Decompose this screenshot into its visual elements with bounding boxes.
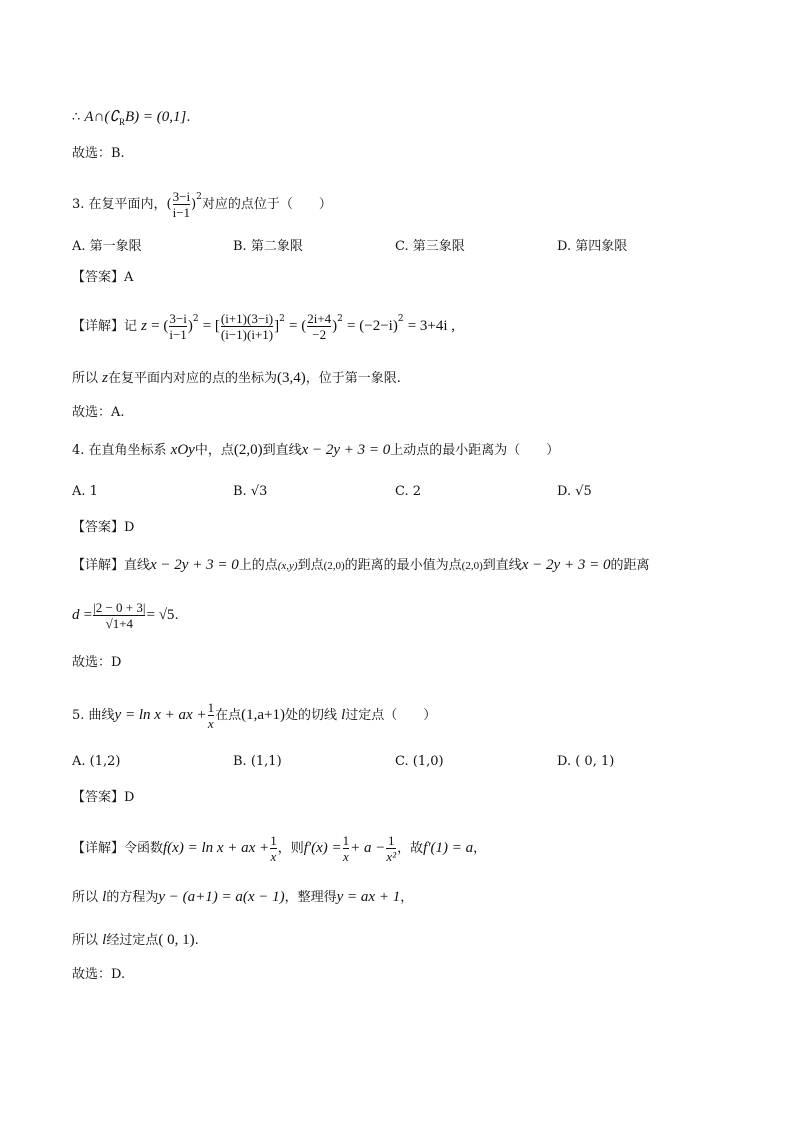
q5-answer: 【答案】D bbox=[72, 790, 135, 805]
fraction bbox=[270, 833, 277, 864]
therefore-symbol: ∴ bbox=[72, 110, 85, 125]
complement-subscript: R bbox=[118, 117, 125, 127]
answer-choice-line: 故选：B. bbox=[72, 146, 125, 161]
text: 所以 bbox=[72, 371, 103, 386]
function: f(x) = ln x + ax + bbox=[163, 840, 270, 856]
point: (2,0) bbox=[461, 560, 483, 572]
text: 的方程为 bbox=[106, 890, 159, 905]
question-3-stem: 3. 在复平面内，( bbox=[72, 197, 172, 212]
period: . bbox=[194, 933, 199, 948]
q5-solution bbox=[72, 833, 486, 864]
text: 的距离 bbox=[610, 558, 650, 573]
q4-solution bbox=[72, 556, 649, 575]
denominator: i−1 bbox=[169, 327, 187, 342]
equation: y = ax + 1 bbox=[336, 889, 401, 905]
numerator: (i+1)(3−i) bbox=[220, 311, 274, 326]
variable-d: d bbox=[72, 607, 80, 623]
point: (x,y) bbox=[277, 560, 298, 572]
fraction bbox=[169, 311, 186, 342]
text: 处的切线 bbox=[284, 708, 342, 723]
expression: = (−2−i) bbox=[347, 318, 398, 334]
text: 到点 bbox=[297, 558, 324, 573]
denominator: x bbox=[343, 849, 349, 864]
text: ，则 bbox=[277, 841, 304, 856]
text: 上的点 bbox=[238, 558, 278, 573]
q5-end: 故选：D. bbox=[72, 967, 126, 982]
paren: ) bbox=[187, 318, 193, 334]
variable-l: l bbox=[341, 707, 346, 723]
question-3: 3. 在复平面内，( $\frac{3-i}{i-1}$ )$^2$对应的点位于（ ） bbox=[72, 189, 332, 220]
text: 5. 曲线 bbox=[72, 708, 115, 723]
q4-option-a: A. 1 bbox=[72, 484, 98, 499]
fraction bbox=[343, 833, 350, 864]
exponent: 2 bbox=[196, 192, 202, 202]
text: 到直线 bbox=[262, 443, 302, 458]
fraction bbox=[386, 833, 396, 864]
numerator: 1 bbox=[207, 700, 215, 715]
text: ， bbox=[473, 841, 487, 856]
result: f′(1) = a bbox=[423, 840, 474, 856]
exponent: 2 bbox=[337, 314, 343, 324]
q4-answer: 【答案】D bbox=[72, 520, 135, 535]
function: y = ln x + ax + bbox=[114, 707, 207, 723]
solution-label: 【详解】记 bbox=[72, 319, 138, 334]
set-expression: A∩(∁ bbox=[84, 109, 119, 125]
variable-l: l bbox=[102, 932, 107, 948]
text: 所以 bbox=[72, 933, 103, 948]
text: 上动点的最小距离为（ ） bbox=[390, 443, 560, 458]
exponent: 2 bbox=[397, 314, 404, 324]
q5-line-equation bbox=[72, 888, 413, 907]
q4-end: 故选：D bbox=[72, 655, 122, 670]
text: 的距离的最小值为点 bbox=[344, 558, 462, 573]
expression: + a − bbox=[350, 840, 386, 856]
equation: y − (a+1) = a(x − 1) bbox=[158, 889, 285, 905]
text: 过定点（ ） bbox=[345, 708, 437, 723]
q3-coordinate-line bbox=[72, 369, 401, 388]
text: ，故 bbox=[397, 841, 424, 856]
q3-solution bbox=[72, 310, 455, 342]
paren: ) bbox=[332, 318, 338, 334]
numerator: |2 − 0 + 3| bbox=[93, 600, 146, 615]
numerator: 1 bbox=[388, 833, 395, 848]
coordinate-system: xOy bbox=[170, 442, 195, 458]
question-4 bbox=[72, 441, 559, 460]
set-result: B) = (0,1] bbox=[124, 109, 187, 125]
denominator: x bbox=[270, 849, 277, 864]
period: . bbox=[186, 110, 191, 125]
variable-z: z bbox=[141, 318, 147, 334]
q3-option-d: D. 第四象限 bbox=[557, 239, 628, 254]
point: (2,0) bbox=[323, 560, 345, 572]
text: ， bbox=[400, 890, 414, 905]
text: 在点 bbox=[215, 708, 242, 723]
q4-distance-formula bbox=[72, 600, 179, 631]
q4-option-b: B. √3 bbox=[233, 484, 268, 499]
point: (1,a+1) bbox=[241, 707, 285, 723]
fraction bbox=[93, 600, 145, 631]
q5-option-b: B. (1,1) bbox=[233, 754, 282, 769]
text: 到直线 bbox=[482, 558, 522, 573]
exponent: 2 bbox=[192, 314, 199, 324]
denominator: x bbox=[207, 716, 214, 731]
text: ，位于第一象限. bbox=[305, 371, 401, 386]
solution-label: 【详解】令函数 bbox=[72, 841, 164, 856]
bracket: ] bbox=[274, 318, 280, 334]
equals: = ( bbox=[151, 318, 169, 334]
q5-option-a: A. (1,2) bbox=[72, 754, 121, 769]
text: 在复平面内对应的点的坐标为 bbox=[107, 371, 277, 386]
numerator: 1 bbox=[342, 833, 350, 848]
period: . bbox=[174, 608, 179, 623]
equals: = bbox=[83, 607, 93, 623]
text: 所以 bbox=[72, 890, 103, 905]
q5-option-c: C. (1,0) bbox=[395, 754, 444, 769]
conclusion-line bbox=[72, 108, 190, 131]
line-equation: x − 2y + 3 = 0 bbox=[521, 557, 611, 573]
equals: = [ bbox=[202, 318, 220, 334]
q4-option-d: D. √5 bbox=[557, 484, 592, 499]
text: 4. 在直角坐标系 bbox=[72, 443, 171, 458]
q5-option-d: D. ( 0, 1) bbox=[557, 754, 615, 769]
denominator: x² bbox=[386, 849, 397, 864]
fraction bbox=[221, 311, 273, 342]
point: (3,4) bbox=[277, 370, 306, 386]
equals: = ( bbox=[288, 318, 307, 334]
variable-l: l bbox=[102, 889, 107, 905]
result: = 3+4i , bbox=[407, 318, 456, 334]
numerator: 3−i bbox=[169, 311, 187, 326]
text: 经过定点 bbox=[106, 933, 159, 948]
denominator: √1+4 bbox=[93, 615, 145, 631]
text: 中，点 bbox=[194, 443, 234, 458]
numerator: 1 bbox=[270, 833, 277, 848]
point: ( 0, 1) bbox=[158, 932, 195, 948]
q4-option-c: C. 2 bbox=[395, 484, 422, 499]
derivative: f′(x) = bbox=[303, 840, 342, 856]
question-5 bbox=[72, 700, 436, 731]
text: ，整理得 bbox=[284, 890, 337, 905]
solution-label: 【详解】直线 bbox=[72, 558, 151, 573]
variable-z: z bbox=[102, 370, 108, 386]
q3-answer: 【答案】A bbox=[72, 270, 134, 285]
point: (2,0) bbox=[233, 442, 263, 458]
numerator: 3−i bbox=[172, 189, 191, 204]
denominator: −2 bbox=[307, 326, 331, 342]
fraction bbox=[173, 189, 190, 220]
q3-option-b: B. 第二象限 bbox=[233, 239, 303, 254]
line-equation: x − 2y + 3 = 0 bbox=[301, 442, 391, 458]
q3-option-c: C. 第三象限 bbox=[395, 239, 465, 254]
q3-end: 故选：A. bbox=[72, 405, 125, 420]
denominator: (i−1)(i+1) bbox=[220, 327, 274, 342]
exponent: 2 bbox=[279, 314, 285, 324]
line-equation: x − 2y + 3 = 0 bbox=[150, 557, 239, 573]
q3-option-a: A. 第一象限 bbox=[72, 239, 142, 254]
fraction bbox=[307, 311, 331, 342]
q5-fixed-point bbox=[72, 931, 199, 950]
numerator: 2i+4 bbox=[307, 311, 332, 326]
result: = √5 bbox=[146, 607, 175, 623]
fraction bbox=[208, 700, 215, 731]
denominator: i−1 bbox=[172, 205, 191, 220]
question-3-tail: 对应的点位于（ ） bbox=[201, 197, 332, 212]
